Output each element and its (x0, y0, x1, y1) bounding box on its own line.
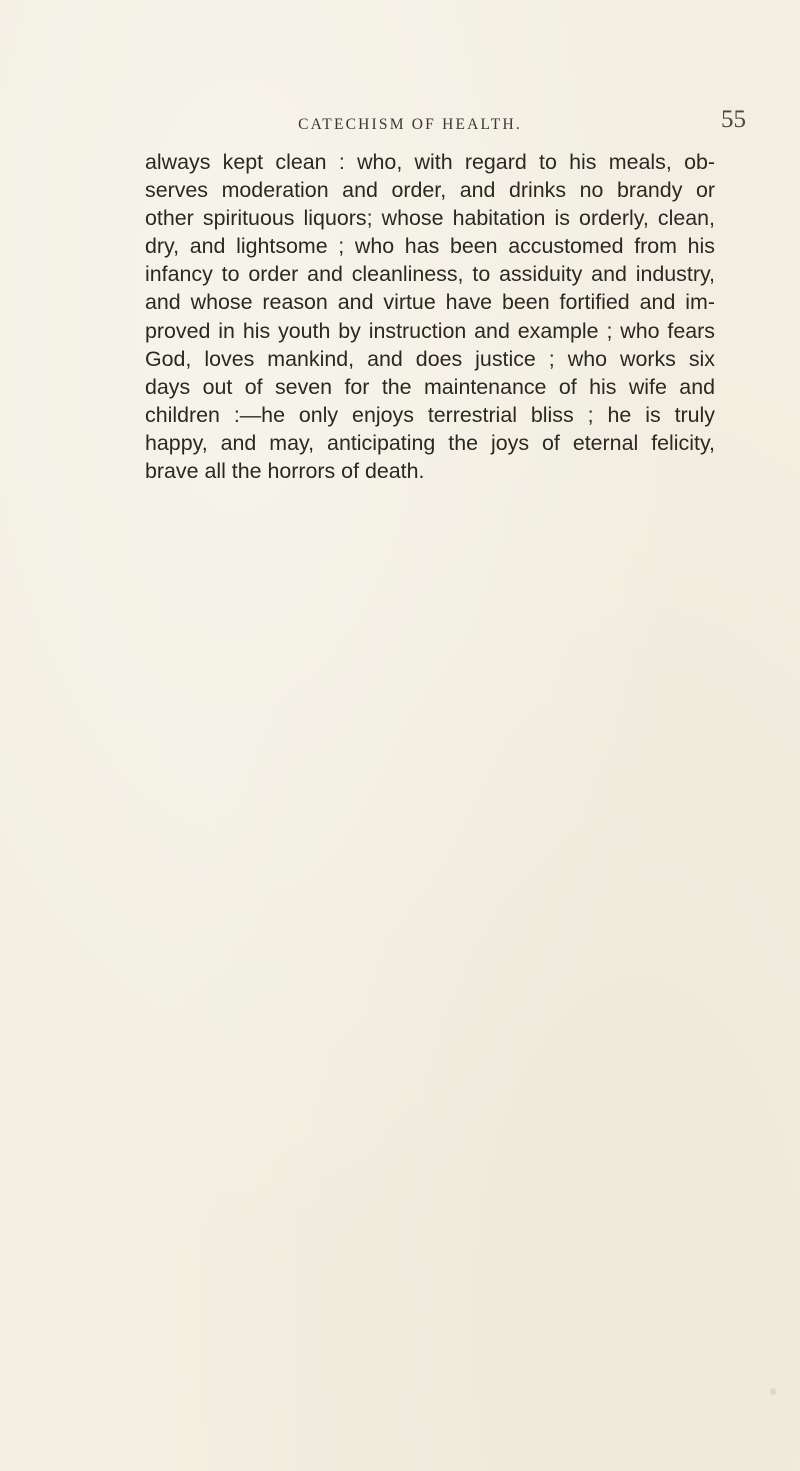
page-number: 55 (721, 106, 746, 133)
text-line: and whose reason and virtue have been fortified and im- (145, 290, 715, 315)
text-line: proved in his youth by instruction and example ; who fears (145, 318, 715, 343)
running-header-title: CATECHISM OF HEALTH. (298, 116, 522, 133)
text-line: happy, and may, anticipating the joys of eternal felicity, (145, 430, 715, 455)
text-line: brave all the horrors of death. (145, 459, 425, 484)
text-line: infancy to order and cleanliness, to assiduity and industry, (145, 262, 715, 287)
text-line: dry, and lightsome ; who has been accustomed from his (145, 234, 715, 259)
text-line: children :—he only enjoys terrestrial bliss ; he is truly (145, 402, 715, 427)
text-line: God, loves mankind, and does justice ; who works six (145, 346, 715, 371)
body-paragraph (145, 148, 715, 485)
text-line: days out of seven for the maintenance of his wife and (145, 374, 715, 399)
paper-speck (770, 1388, 776, 1395)
text-line: other spirituous liquors; whose habitation is orderly, clean, (145, 206, 715, 231)
text-line: serves moderation and order, and drinks no brandy or (145, 178, 715, 203)
text-line: always kept clean : who, with regard to his meals, ob- (145, 150, 715, 174)
